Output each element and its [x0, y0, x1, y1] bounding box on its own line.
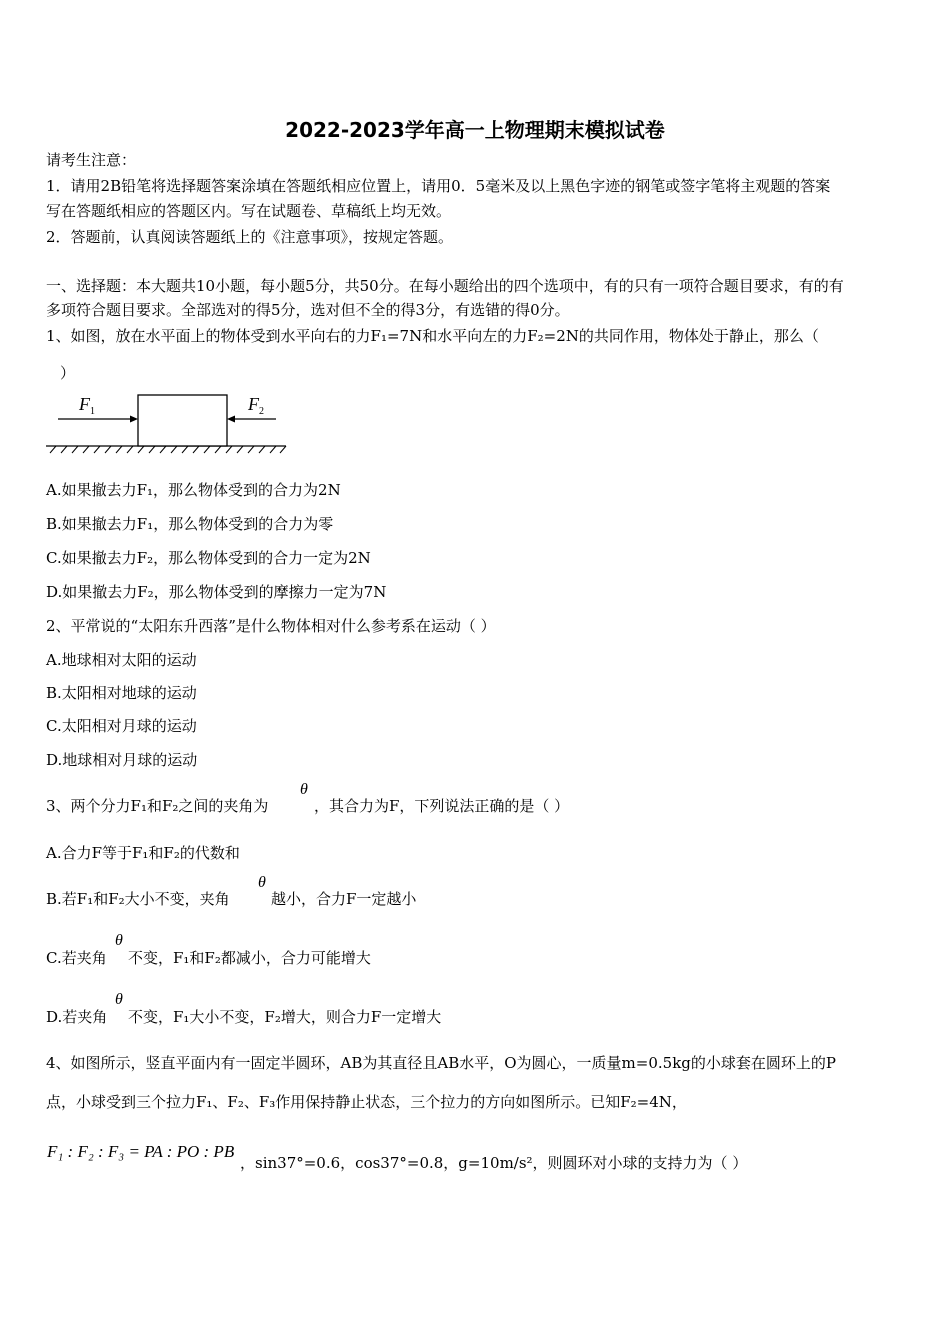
q2-option-c: C.太阳相对月球的运动: [46, 717, 197, 735]
q4-ratio-formula: F₁ : F₂ : F₃ = PA : PO : PB: [47, 1142, 235, 1161]
q4-stem-line-2: 点，小球受到三个拉力F₁、F₂、F₃作用保持静止状态，三个拉力的方向如图所示。已知F₂=4N，: [46, 1093, 687, 1111]
q3-stem-part-1: 3、两个分力F₁和F₂之间的夹角为: [46, 797, 269, 815]
q2-option-a: A.地球相对太阳的运动: [46, 651, 197, 669]
q3-option-b-part-1: B.若F₁和F₂大小不变，夹角: [46, 890, 230, 908]
section-instruction-2: 多项符合题目要求。全部选对的得5分，选对但不全的得3分，有选错的得0分。: [46, 301, 570, 319]
theta-symbol: θ: [115, 991, 123, 1008]
q3-option-c-part-2: 不变，F₁和F₂都减小，合力可能增大: [128, 949, 371, 967]
q3-stem-part-2: ，其合力为F，下列说法正确的是（ ）: [314, 797, 570, 815]
ground-hatching: [50, 446, 286, 453]
q2-option-d: D.地球相对月球的运动: [46, 751, 198, 769]
block: [138, 395, 227, 446]
theta-symbol: θ: [300, 781, 308, 798]
section-instruction-1: 一、选择题：本大题共10小题，每小题5分，共50分。在每小题给出的四个选项中，有的只有一项符合题目要求，有的有: [46, 277, 844, 295]
force-f2-arrowhead: [227, 416, 235, 423]
q3-option-c-part-1: C.若夹角: [46, 949, 107, 967]
f2-label: F: [248, 394, 259, 414]
q4-stem-line-1: 4、如图所示，竖直平面内有一固定半圆环，AB为其直径且AB水平，O为圆心，一质量m=0.5kg的小球套在圆环上的P: [46, 1054, 836, 1072]
theta-symbol: θ: [258, 874, 266, 891]
notice-line-1: 1．请用2B铅笔将选择题答案涂填在答题纸相应位置上，请用0．5毫米及以上黑色字迹的钢笔或签字笔将主观题的答案: [46, 177, 831, 195]
q2-stem: 2、平常说的“太阳东升西落”是什么物体相对什么参考系在运动（ ）: [46, 617, 496, 635]
q1-option-c: C.如果撤去力F₂，那么物体受到的合力一定为2N: [46, 549, 371, 567]
page-title: 2022-2023学年高一上物理期末模拟试卷: [285, 118, 665, 142]
q2-option-b: B.太阳相对地球的运动: [46, 684, 197, 702]
notice-line-2: 写在答题纸相应的答题区内。写在试题卷、草稿纸上均无效。: [46, 202, 452, 220]
q1-stem-end: ）: [60, 364, 76, 382]
q3-option-b-part-2: 越小，合力F一定越小: [271, 890, 417, 908]
q1-stem: 1、如图，放在水平面上的物体受到水平向右的力F₁=7N和水平向左的力F₂=2N的共同作用，物体处于静止，那么（: [46, 327, 819, 345]
q1-option-a: A.如果撤去力F₁，那么物体受到的合力为2N: [46, 481, 341, 499]
theta-symbol: θ: [115, 932, 123, 949]
q4-stem-line-3: ，sin37°=0.6，cos37°=0.8，g=10m/s²，则圆环对小球的支持力为（ ）: [240, 1154, 748, 1172]
q1-option-b: B.如果撤去力F₁，那么物体受到的合力为零: [46, 515, 334, 533]
q1-force-diagram: [40, 388, 292, 456]
q3-option-d-part-2: 不变，F₁大小不变，F₂增大，则合力F一定增大: [128, 1008, 442, 1026]
notice-line-3: 2．答题前，认真阅读答题纸上的《注意事项》，按规定答题。: [46, 228, 454, 246]
q1-option-d: D.如果撤去力F₂，那么物体受到的摩擦力一定为7N: [46, 583, 387, 601]
f1-label: F: [79, 394, 90, 414]
notice-heading: 请考生注意：: [46, 151, 137, 169]
f1-label-sub: 1: [90, 406, 95, 417]
q3-option-a: A.合力F等于F₁和F₂的代数和: [46, 844, 240, 862]
force-f1-arrowhead: [130, 416, 138, 423]
f2-label-sub: 2: [259, 406, 264, 417]
q3-option-d-part-1: D.若夹角: [46, 1008, 108, 1026]
